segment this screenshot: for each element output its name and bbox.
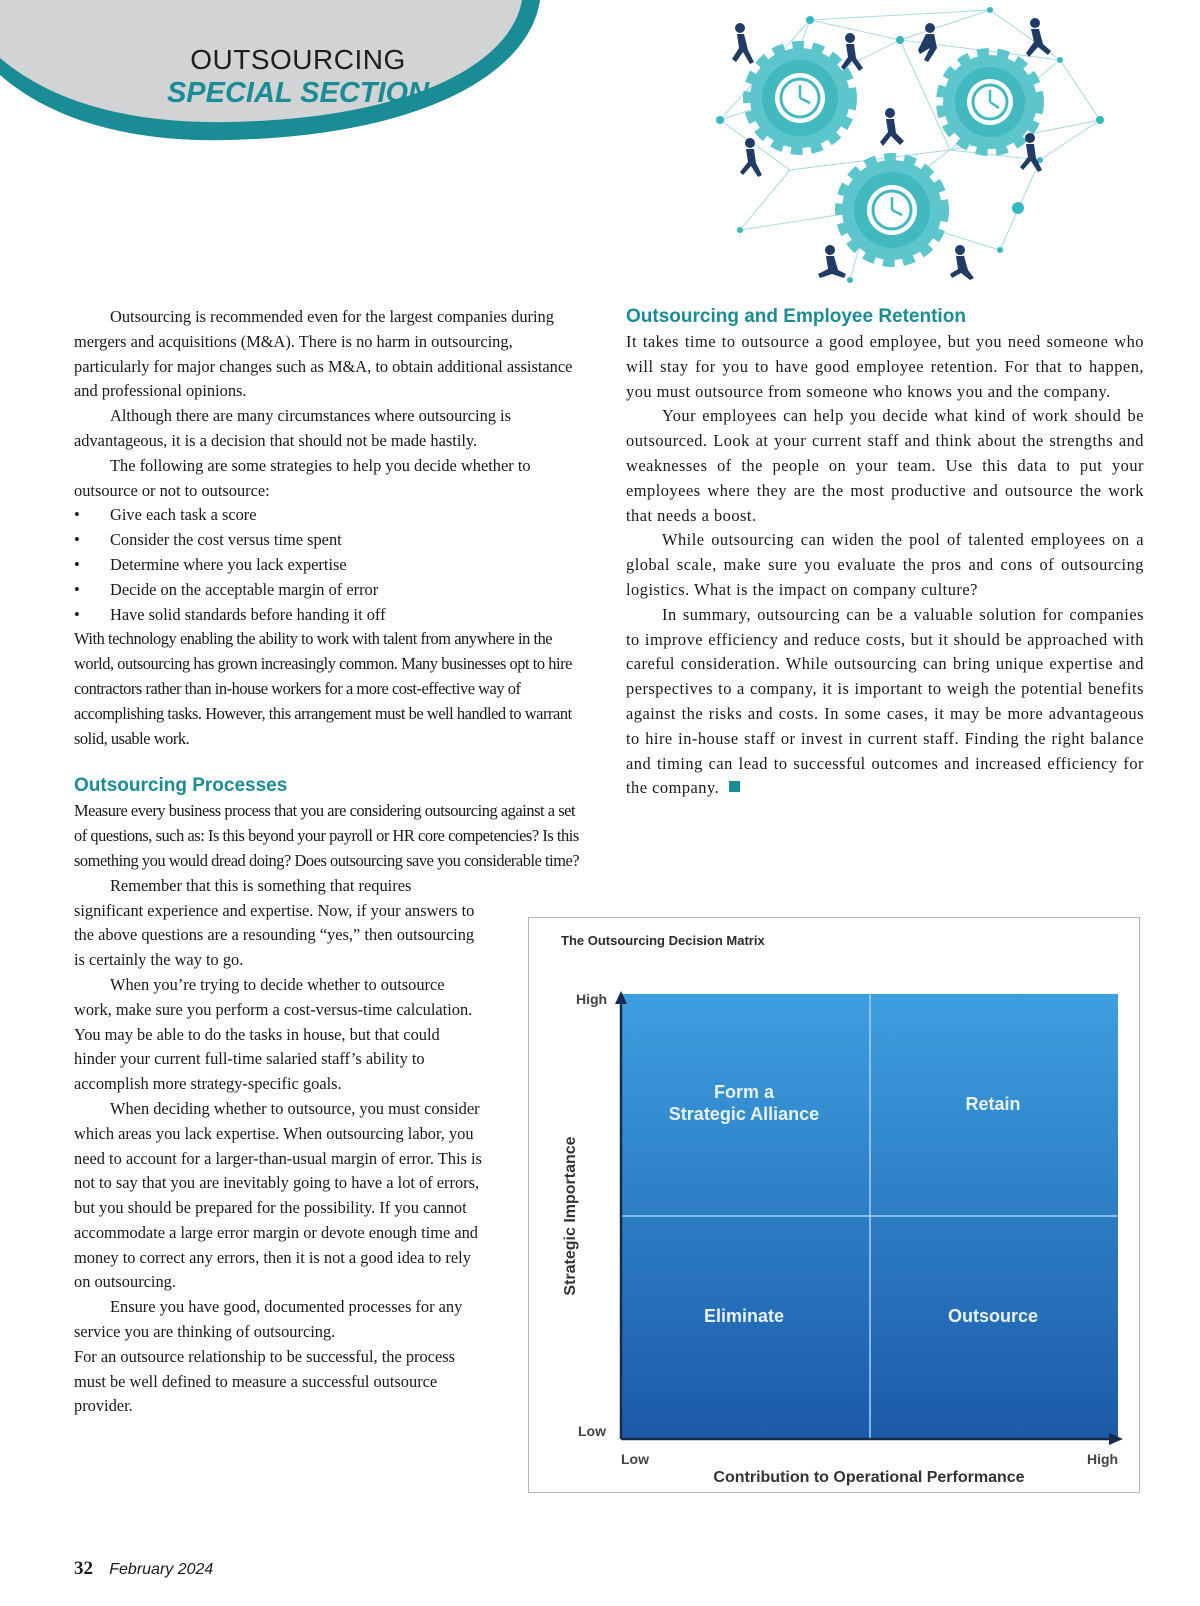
- right-paragraph-3: While outsourcing can widen the pool of talented employees on a global scale, make sure you evaluate the pros and cons of outsourcing logistics. What is the impact on company culture?: [626, 530, 1144, 599]
- processes-heading: Outsourcing Processes: [74, 775, 288, 797]
- list-item: • Consider the cost versus time spent: [74, 530, 342, 550]
- quadrant-label-top-right: Retain: [965, 1094, 1021, 1114]
- left-paragraph-2: Although there are many circumstances where outsourcing is advantageous, it is a decision that should not be made hastily.: [74, 406, 511, 450]
- right-paragraph-1: It takes time to outsource a good employee, but you need someone who will stay for you to have good employee retention. For that to happen, you must outsource from someone who knows you and the company.: [626, 332, 1144, 401]
- retention-heading: Outsourcing and Employee Retention: [626, 306, 966, 327]
- quadrant-label-top-left-line2: Strategic Alliance: [668, 1104, 820, 1124]
- list-item: • Decide on the acceptable margin of error: [74, 579, 379, 599]
- end-mark: [729, 781, 740, 792]
- gears-illustration: [700, 0, 1120, 290]
- left-paragraph-1: Outsourcing is recommended even for the largest companies during mergers and acquisitions (M&A). There is no harm in outsourcing, particularly for major changes such as M&A, to obtain additional assistance and professional opinions.: [74, 307, 573, 401]
- right-column: [626, 304, 1144, 801]
- matrix-title: The Outsourcing Decision Matrix: [561, 933, 765, 948]
- y-axis-high: High: [576, 991, 608, 1007]
- decision-matrix: [529, 918, 1139, 1492]
- left-paragraph-10: For an outsource relationship to be successful, the process must be well defined to measure a successful outsource provider.: [74, 1346, 455, 1416]
- y-axis-label: Strategic Importance: [562, 1136, 579, 1296]
- y-axis-low: Low: [578, 1423, 606, 1439]
- decision-matrix-figure: [528, 917, 1140, 1493]
- section-title-line2: SPECIAL SECTION: [166, 77, 430, 109]
- list-item: • Have solid standards before handing it off: [74, 604, 386, 624]
- gear-icon: [750, 48, 850, 148]
- gear-icon: [842, 160, 942, 260]
- left-paragraph-9: Ensure you have good, documented processes for any service you are thinking of outsourcing.: [74, 1297, 463, 1342]
- quadrant-label-bottom-left: Eliminate: [703, 1306, 785, 1326]
- page-footer: [74, 1558, 213, 1580]
- left-paragraph-6: Remember that this is something that requires significant experience and expertise. Now, if your answers to the above questions are a resounding “yes,” then outsourcing is certainly the way to go.: [74, 875, 475, 970]
- right-paragraph-4: In summary, outsourcing can be a valuable solution for companies to improve efficiency and reduce costs, but it should be approached with careful consideration. While outsourcing can bring unique expertise and perspectives to a company, it is important to weigh the potential benefits against the risks and costs. In some cases, it may be more advantageous to hire in-house staff or invest in current staff. Finding the right balance and timing can lead to successful outcomes and increased efficiency for the company.: [626, 604, 1144, 798]
- section-title: [118, 44, 478, 110]
- left-paragraph-5: Measure every business process that you are considering outsourcing against a set of questions, such as: Is this beyond your payroll or HR core competencies? Is this something you would dread doing? Does outsourcing save you considerable time?: [74, 801, 580, 870]
- page-number: 32: [74, 1558, 93, 1579]
- list-item: • Give each task a score: [74, 505, 257, 525]
- x-axis-label: Contribution to Operational Performance: [713, 1469, 1025, 1486]
- right-paragraph-2: Your employees can help you decide what kind of work should be outsourced. Look at your current staff and think about the strengths and weaknesses of the people on your team. Use this data to put your employees where they are the most productive and outsource the work that needs a boost.: [626, 406, 1144, 525]
- gear-icon: [943, 55, 1037, 149]
- quadrant-label-bottom-right: Outsource: [947, 1306, 1039, 1326]
- x-axis-high: High: [1087, 1451, 1119, 1467]
- quadrant-label-top-left-line1: Form a: [713, 1082, 775, 1102]
- strategy-list: [74, 503, 584, 627]
- left-paragraph-4: With technology enabling the ability to work with talent from anywhere in the world, outsourcing has grown increasingly common. Many businesses opt to hire contractors rather than in-house workers for a more cost-effective way of accomplishing tasks. However, this arrangement must be well handled to warrant solid, usable work.: [74, 629, 572, 748]
- x-axis-low: Low: [621, 1451, 649, 1467]
- list-item: • Determine where you lack expertise: [74, 554, 347, 574]
- issue-date: February 2024: [109, 1561, 214, 1578]
- left-column: [74, 305, 584, 1419]
- left-narrow-block: [74, 874, 484, 1420]
- left-paragraph-8: When deciding whether to outsource, you must consider which areas you lack expertise. When outsourcing labor, you need to account for a larger-than-usual margin of error. This is not to say that you are inevitably going to have a lot of errors, but you should be prepared for the possibility. If you cannot accommodate a large error margin or devote enough time and money to correct any errors, then it is not a good idea to rely on outsourcing.: [74, 1098, 482, 1292]
- left-paragraph-3: The following are some strategies to help you decide whether to outsource or not to outsource:: [74, 455, 531, 500]
- section-title-line1: OUTSOURCING: [190, 44, 406, 75]
- left-paragraph-7: When you’re trying to decide whether to outsource work, make sure you perform a cost-versus-time calculation. You may be able to do the tasks in house, but that could hinder your current full-time salaried staff’s ability to accomplish more strategy-specific goals.: [74, 974, 473, 1094]
